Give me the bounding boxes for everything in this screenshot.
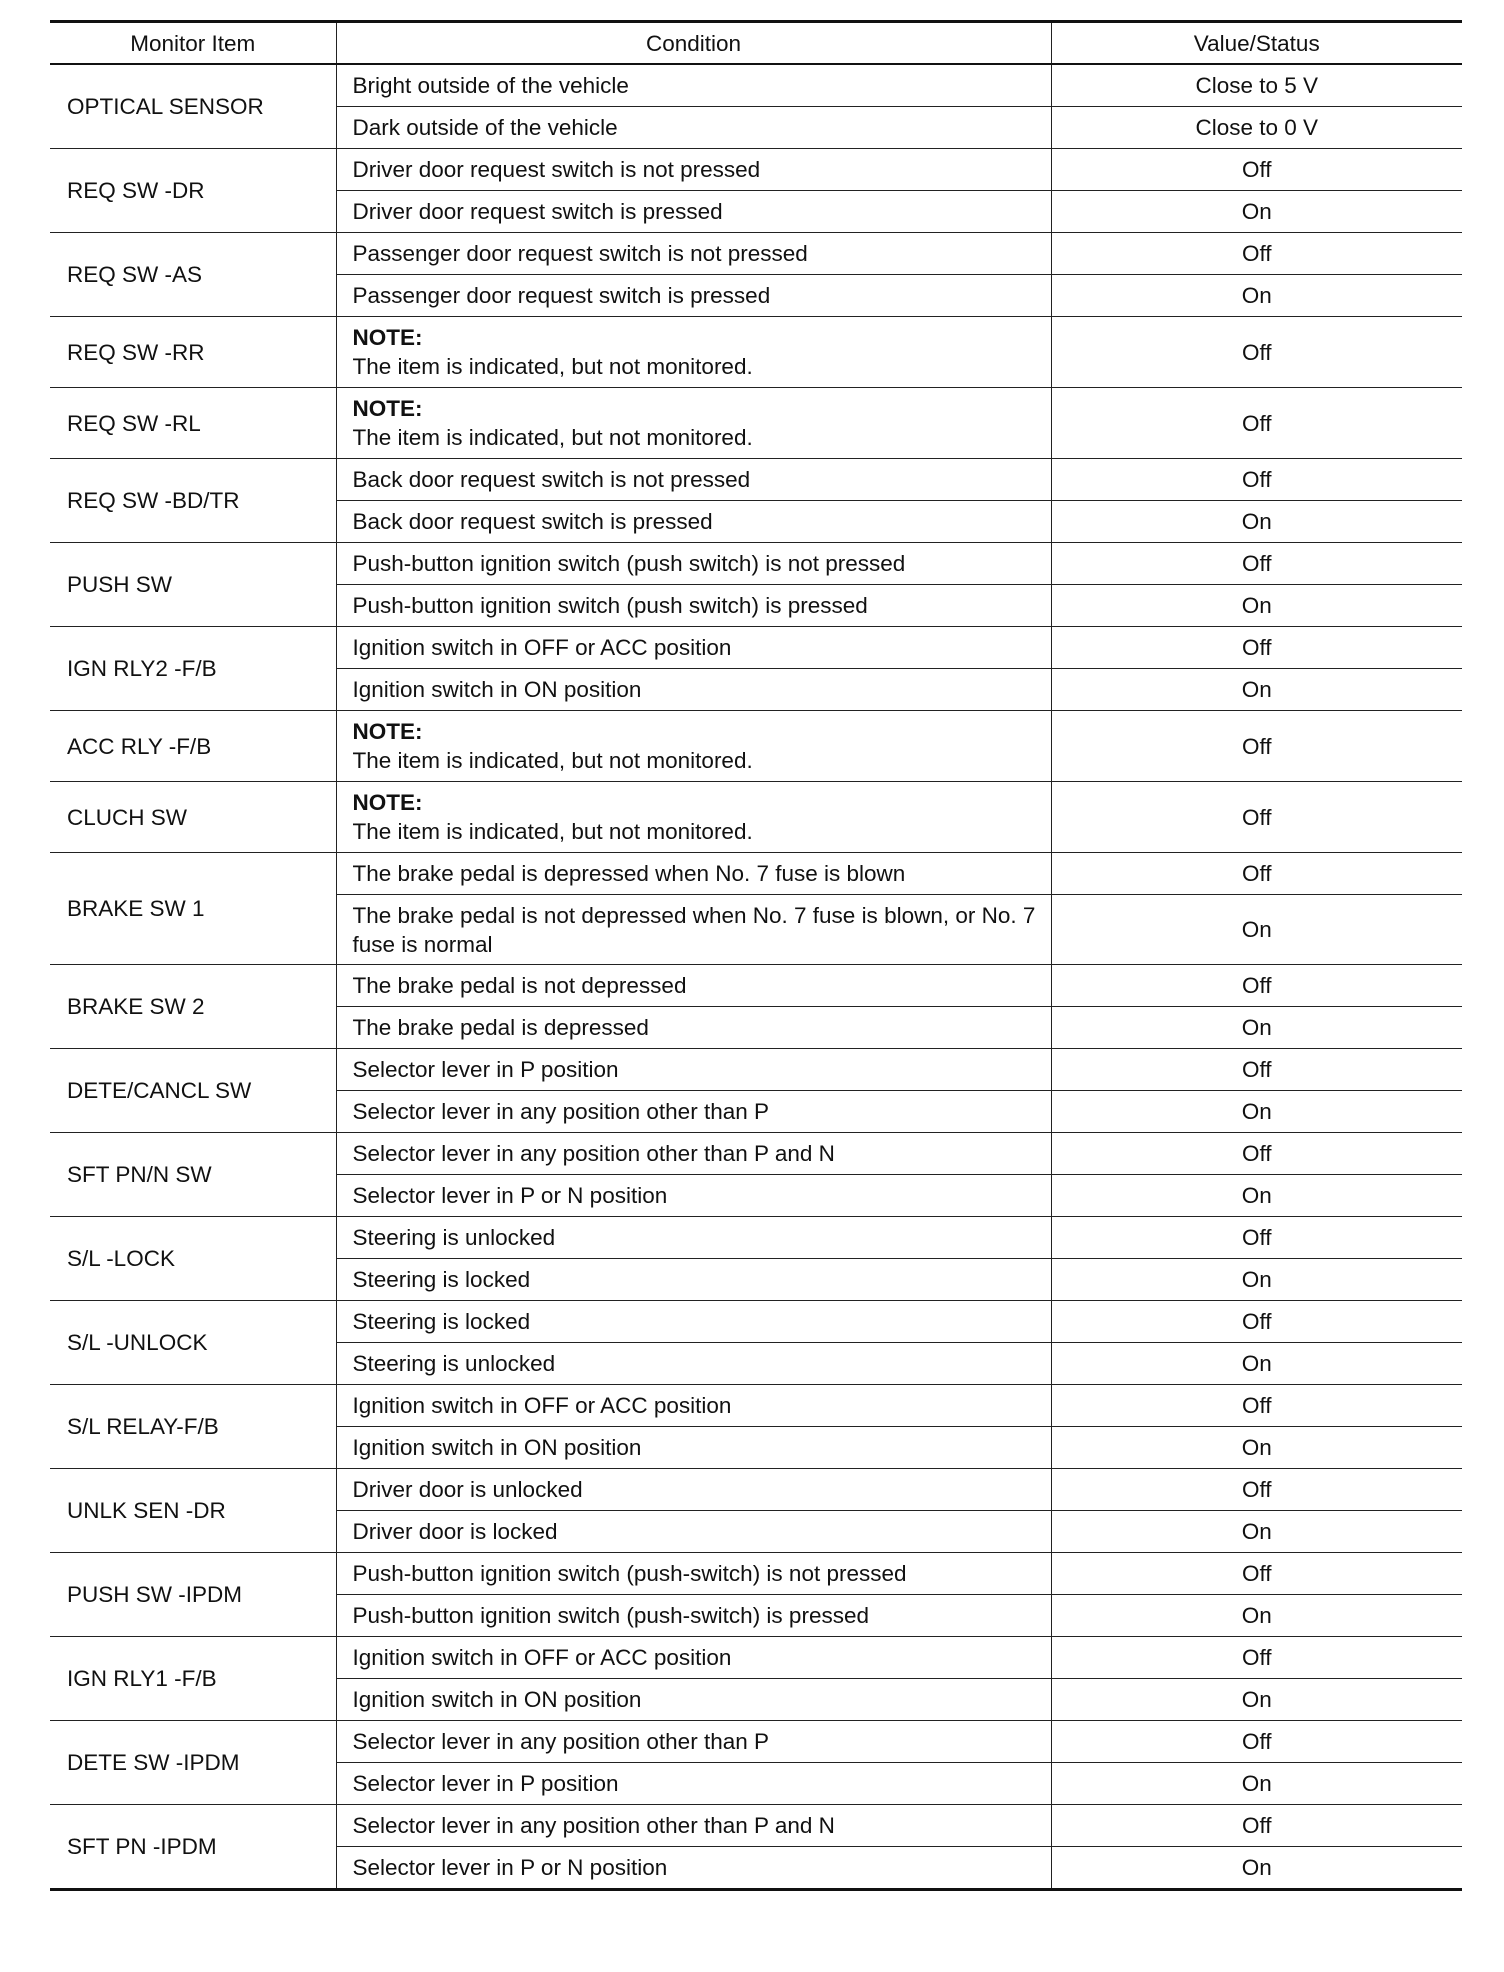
value-status-cell: On	[1051, 191, 1462, 233]
table-row	[50, 1217, 1462, 1259]
value-status-cell: Off	[1051, 317, 1462, 388]
condition-cell: The brake pedal is depressed when No. 7 fuse is blown	[336, 853, 1051, 895]
condition-cell: The brake pedal is not depressed when No. 7 fuse is blown, or No. 7 fuse is normal	[336, 895, 1051, 965]
monitor-item-cell: UNLK SEN -DR	[50, 1469, 336, 1553]
table-row	[50, 1469, 1462, 1511]
condition-cell: Back door request switch is not pressed	[336, 459, 1051, 501]
table-row	[50, 965, 1462, 1007]
value-status-cell: Off	[1051, 627, 1462, 669]
condition-cell: Steering is unlocked	[336, 1217, 1051, 1259]
note-label: NOTE:	[352, 396, 423, 421]
table-row	[50, 1721, 1462, 1763]
header-monitor-item: Monitor Item	[50, 22, 336, 65]
monitor-table-document	[50, 20, 1462, 1891]
condition-cell: Selector lever in P position	[336, 1049, 1051, 1091]
table-row	[50, 782, 1462, 853]
value-status-cell: On	[1051, 1595, 1462, 1637]
condition-cell: The brake pedal is not depressed	[336, 965, 1051, 1007]
monitor-item-cell: ACC RLY -F/B	[50, 711, 336, 782]
table-row	[50, 1637, 1462, 1679]
value-status-cell: Off	[1051, 1385, 1462, 1427]
monitor-table	[50, 20, 1462, 1891]
table-row	[50, 459, 1462, 501]
value-status-cell: Off	[1051, 459, 1462, 501]
condition-cell: Push-button ignition switch (push switch) is not pressed	[336, 543, 1051, 585]
value-status-cell: On	[1051, 1259, 1462, 1301]
monitor-item-cell: S/L RELAY-F/B	[50, 1385, 336, 1469]
condition-cell: Selector lever in any position other than P	[336, 1091, 1051, 1133]
table-row	[50, 149, 1462, 191]
condition-cell: Selector lever in P or N position	[336, 1175, 1051, 1217]
condition-cell: Ignition switch in OFF or ACC position	[336, 627, 1051, 669]
condition-cell: Steering is unlocked	[336, 1343, 1051, 1385]
condition-cell: Push-button ignition switch (push switch) is pressed	[336, 585, 1051, 627]
value-status-cell: Close to 5 V	[1051, 64, 1462, 107]
value-status-cell: Close to 0 V	[1051, 107, 1462, 149]
condition-cell: Passenger door request switch is pressed	[336, 275, 1051, 317]
value-status-cell: On	[1051, 1511, 1462, 1553]
monitor-item-cell: DETE SW -IPDM	[50, 1721, 336, 1805]
table-row	[50, 627, 1462, 669]
value-status-cell: On	[1051, 895, 1462, 965]
condition-cell: Steering is locked	[336, 1301, 1051, 1343]
condition-cell: Driver door is locked	[336, 1511, 1051, 1553]
value-status-cell: On	[1051, 1427, 1462, 1469]
monitor-item-cell: REQ SW -RR	[50, 317, 336, 388]
value-status-cell: Off	[1051, 1049, 1462, 1091]
value-status-cell: On	[1051, 1343, 1462, 1385]
condition-cell: Ignition switch in OFF or ACC position	[336, 1385, 1051, 1427]
note-text: The item is indicated, but not monitored.	[352, 819, 753, 844]
value-status-cell: Off	[1051, 1301, 1462, 1343]
value-status-cell: Off	[1051, 711, 1462, 782]
value-status-cell: Off	[1051, 1721, 1462, 1763]
value-status-cell: Off	[1051, 388, 1462, 459]
value-status-cell: Off	[1051, 853, 1462, 895]
monitor-item-cell: PUSH SW -IPDM	[50, 1553, 336, 1637]
condition-cell: Selector lever in any position other than P	[336, 1721, 1051, 1763]
condition-cell: Steering is locked	[336, 1259, 1051, 1301]
condition-cell: Ignition switch in ON position	[336, 1427, 1051, 1469]
monitor-item-cell: CLUCH SW	[50, 782, 336, 853]
note-text: The item is indicated, but not monitored.	[352, 425, 753, 450]
condition-cell: Dark outside of the vehicle	[336, 107, 1051, 149]
condition-cell: Push-button ignition switch (push-switch) is pressed	[336, 1595, 1051, 1637]
monitor-item-cell: BRAKE SW 2	[50, 965, 336, 1049]
table-body	[50, 64, 1462, 1890]
value-status-cell: Off	[1051, 965, 1462, 1007]
table-row	[50, 543, 1462, 585]
value-status-cell: Off	[1051, 1469, 1462, 1511]
value-status-cell: Off	[1051, 1553, 1462, 1595]
value-status-cell: On	[1051, 1763, 1462, 1805]
value-status-cell: Off	[1051, 1217, 1462, 1259]
value-status-cell: On	[1051, 1679, 1462, 1721]
condition-cell	[336, 711, 1051, 782]
note-label: NOTE:	[352, 325, 423, 350]
monitor-item-cell: REQ SW -BD/TR	[50, 459, 336, 543]
table-row	[50, 711, 1462, 782]
value-status-cell: Off	[1051, 782, 1462, 853]
condition-cell: Ignition switch in ON position	[336, 669, 1051, 711]
monitor-item-cell: S/L -UNLOCK	[50, 1301, 336, 1385]
table-row	[50, 1553, 1462, 1595]
value-status-cell: Off	[1051, 1805, 1462, 1847]
condition-cell: Selector lever in any position other than P and N	[336, 1805, 1051, 1847]
monitor-item-cell: S/L -LOCK	[50, 1217, 336, 1301]
note-label: NOTE:	[352, 790, 423, 815]
table-row	[50, 388, 1462, 459]
table-row	[50, 853, 1462, 895]
monitor-item-cell: IGN RLY1 -F/B	[50, 1637, 336, 1721]
monitor-item-cell: DETE/CANCL SW	[50, 1049, 336, 1133]
condition-cell: Push-button ignition switch (push-switch) is not pressed	[336, 1553, 1051, 1595]
note-label: NOTE:	[352, 719, 423, 744]
header-row	[50, 22, 1462, 65]
condition-cell: Ignition switch in ON position	[336, 1679, 1051, 1721]
table-row	[50, 1049, 1462, 1091]
monitor-item-cell: BRAKE SW 1	[50, 853, 336, 965]
condition-cell: Bright outside of the vehicle	[336, 64, 1051, 107]
monitor-item-cell: SFT PN -IPDM	[50, 1805, 336, 1890]
condition-cell: Selector lever in P or N position	[336, 1847, 1051, 1890]
header-condition: Condition	[336, 22, 1051, 65]
value-status-cell: On	[1051, 669, 1462, 711]
table-row	[50, 1385, 1462, 1427]
table-row	[50, 1133, 1462, 1175]
condition-cell	[336, 782, 1051, 853]
condition-cell: Ignition switch in OFF or ACC position	[336, 1637, 1051, 1679]
value-status-cell: On	[1051, 1847, 1462, 1890]
table-row	[50, 64, 1462, 107]
monitor-item-cell: PUSH SW	[50, 543, 336, 627]
condition-cell: Passenger door request switch is not pressed	[336, 233, 1051, 275]
value-status-cell: On	[1051, 501, 1462, 543]
table-row	[50, 1301, 1462, 1343]
value-status-cell: On	[1051, 1007, 1462, 1049]
monitor-item-cell: REQ SW -RL	[50, 388, 336, 459]
condition-cell: Driver door request switch is pressed	[336, 191, 1051, 233]
value-status-cell: On	[1051, 585, 1462, 627]
condition-cell: Selector lever in P position	[336, 1763, 1051, 1805]
monitor-item-cell: OPTICAL SENSOR	[50, 64, 336, 149]
condition-cell: The brake pedal is depressed	[336, 1007, 1051, 1049]
value-status-cell: Off	[1051, 1133, 1462, 1175]
note-text: The item is indicated, but not monitored.	[352, 748, 753, 773]
value-status-cell: Off	[1051, 233, 1462, 275]
condition-cell: Selector lever in any position other than P and N	[336, 1133, 1051, 1175]
monitor-item-cell: REQ SW -DR	[50, 149, 336, 233]
value-status-cell: Off	[1051, 543, 1462, 585]
table-row	[50, 1805, 1462, 1847]
condition-cell: Back door request switch is pressed	[336, 501, 1051, 543]
value-status-cell: On	[1051, 1175, 1462, 1217]
header-value-status: Value/Status	[1051, 22, 1462, 65]
value-status-cell: On	[1051, 275, 1462, 317]
monitor-item-cell: REQ SW -AS	[50, 233, 336, 317]
table-row	[50, 233, 1462, 275]
condition-cell	[336, 388, 1051, 459]
condition-cell	[336, 317, 1051, 388]
condition-cell: Driver door is unlocked	[336, 1469, 1051, 1511]
value-status-cell: Off	[1051, 149, 1462, 191]
value-status-cell: On	[1051, 1091, 1462, 1133]
monitor-item-cell: SFT PN/N SW	[50, 1133, 336, 1217]
monitor-item-cell: IGN RLY2 -F/B	[50, 627, 336, 711]
value-status-cell: Off	[1051, 1637, 1462, 1679]
condition-cell: Driver door request switch is not pressed	[336, 149, 1051, 191]
table-row	[50, 317, 1462, 388]
note-text: The item is indicated, but not monitored.	[352, 354, 753, 379]
